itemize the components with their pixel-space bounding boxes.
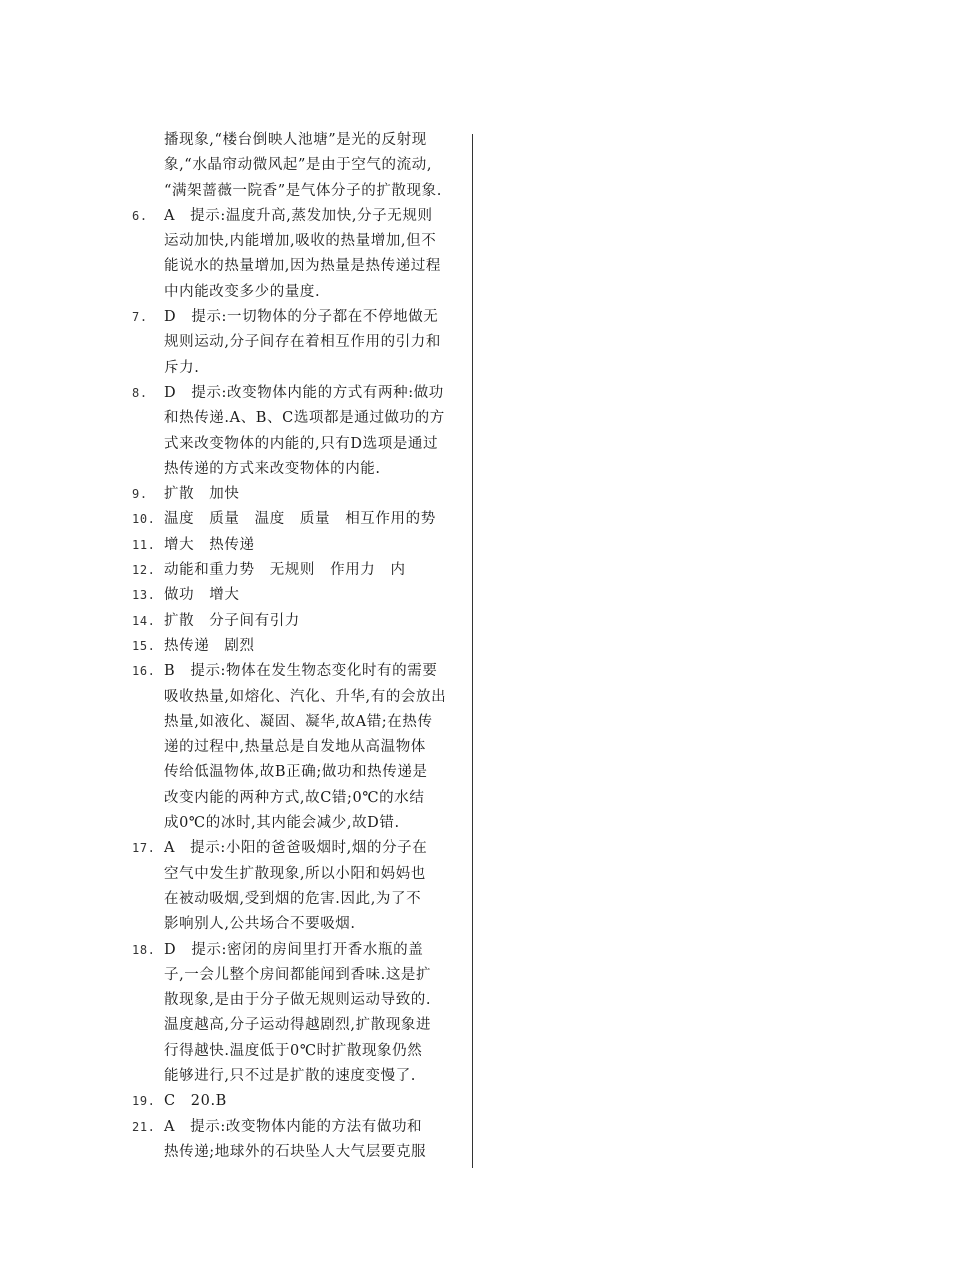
line-text: 行得越快.温度低于0℃时扩散现象仍然 <box>164 1042 423 1059</box>
line-text: 温度越高,分子运动得越剧烈,扩散现象进 <box>164 1017 432 1034</box>
line-text: 子,一会儿整个房间都能闻到香味.这是扩 <box>164 966 432 983</box>
answer-item-line <box>132 507 468 532</box>
item-number: 6. <box>132 208 148 223</box>
answer-continuation-line <box>132 862 468 887</box>
line-text: D 提示:一切物体的分子都在不停地做无 <box>164 309 439 326</box>
item-number: 9. <box>132 487 148 502</box>
answer-item-line <box>132 533 468 558</box>
answer-item-line <box>132 305 468 330</box>
line-text: 热传递;地球外的石块坠人大气层要克服 <box>164 1143 427 1160</box>
line-text: A 提示:小阳的爸爸吸烟时,烟的分子在 <box>164 840 428 857</box>
line-text: 热传递 剧烈 <box>164 637 255 654</box>
line-text: 传给低温物体,故B正确;做功和热传递是 <box>164 764 428 781</box>
answer-item-line <box>132 634 468 659</box>
answer-item-line <box>132 1089 468 1114</box>
line-text: “满架蔷薇一院香”是气体分子的扩散现象. <box>164 182 442 199</box>
answer-column <box>132 128 468 1165</box>
answer-continuation-line <box>132 457 468 482</box>
answer-continuation-line <box>132 153 468 178</box>
answer-continuation-line <box>132 760 468 785</box>
answer-continuation-line <box>132 786 468 811</box>
item-number: 8. <box>132 385 148 400</box>
line-text: 做功 增大 <box>164 587 240 604</box>
answer-continuation-line <box>132 229 468 254</box>
item-number: 13. <box>132 588 156 603</box>
answer-item-line <box>132 609 468 634</box>
line-text: 散现象,是由于分子做无规则运动导致的. <box>164 992 432 1009</box>
line-text: B 提示:物体在发生物态变化时有的需要 <box>164 663 438 680</box>
item-number: 18. <box>132 942 156 957</box>
answer-continuation-line <box>132 128 468 153</box>
answer-continuation-line <box>132 963 468 988</box>
line-text: 规则运动,分子间存在着相互作用的引力和 <box>164 334 442 351</box>
answer-continuation-line <box>132 330 468 355</box>
line-text: 在被动吸烟,受到烟的危害.因此,为了不 <box>164 890 422 907</box>
answer-continuation-line <box>132 432 468 457</box>
answer-continuation-line <box>132 887 468 912</box>
item-number: 19. <box>132 1094 156 1109</box>
line-text: D 提示:改变物体内能的方式有两种:做功 <box>164 384 444 401</box>
item-number: 14. <box>132 613 156 628</box>
line-text: 运动加快,内能增加,吸收的热量增加,但不 <box>164 233 437 250</box>
answer-continuation-line <box>132 280 468 305</box>
line-text: 吸收热量,如熔化、汽化、升华,有的会放出 <box>164 688 447 705</box>
line-text: C 20.B <box>164 1093 227 1110</box>
answer-item-line <box>132 482 468 507</box>
answer-continuation-line <box>132 1039 468 1064</box>
answer-continuation-line <box>132 912 468 937</box>
answer-continuation-line <box>132 356 468 381</box>
item-number: 16. <box>132 664 156 679</box>
answer-item-line <box>132 938 468 963</box>
column-divider <box>472 134 473 1168</box>
answer-continuation-line <box>132 1013 468 1038</box>
line-text: 能够进行,只不过是扩散的速度变慢了. <box>164 1067 417 1084</box>
answer-continuation-line <box>132 735 468 760</box>
line-text: 温度 质量 温度 质量 相互作用的势 <box>164 511 436 528</box>
answer-item-line <box>132 381 468 406</box>
answer-continuation-line <box>132 811 468 836</box>
item-number: 15. <box>132 638 156 653</box>
line-text: 影响别人,公共场合不要吸烟. <box>164 916 356 933</box>
line-text: 增大 热传递 <box>164 536 255 553</box>
line-text: 成0℃的冰时,其内能会减少,故D错. <box>164 815 400 832</box>
item-number: 12. <box>132 563 156 578</box>
line-text: 式来改变物体的内能的,只有D选项是通过 <box>164 435 439 452</box>
line-text: D 提示:密闭的房间里打开香水瓶的盖 <box>164 941 424 958</box>
answer-item-line <box>132 1115 468 1140</box>
answer-continuation-line <box>132 406 468 431</box>
line-text: 扩散 加快 <box>164 486 240 503</box>
item-number: 21. <box>132 1119 156 1134</box>
line-text: 播现象,“楼台倒映人池塘”是光的反射现 <box>164 132 427 148</box>
line-text: 热量,如液化、凝固、凝华,故A错;在热传 <box>164 713 433 730</box>
item-number: 7. <box>132 310 148 325</box>
line-text: 象,“水晶帘动微风起”是由于空气的流动, <box>164 157 433 174</box>
item-number: 11. <box>132 537 156 552</box>
item-number: 17. <box>132 841 156 856</box>
item-number: 10. <box>132 512 156 527</box>
line-text: 递的过程中,热量总是自发地从高温物体 <box>164 739 426 756</box>
line-text: 扩散 分子间有引力 <box>164 612 300 629</box>
answer-continuation-line <box>132 1064 468 1089</box>
line-text: A 提示:温度升高,蒸发加快,分子无规则 <box>164 207 433 224</box>
line-text: 改变内能的两种方式,故C错;0℃的水结 <box>164 789 425 806</box>
line-text: 中内能改变多少的量度. <box>164 283 321 300</box>
answer-item-line <box>132 836 468 861</box>
answer-continuation-line <box>132 179 468 204</box>
answer-item-line <box>132 204 468 229</box>
line-text: 斥力. <box>164 359 200 376</box>
answer-continuation-line <box>132 1140 468 1165</box>
line-text: 能说水的热量增加,因为热量是热传递过程 <box>164 258 442 275</box>
answer-continuation-line <box>132 710 468 735</box>
answer-continuation-line <box>132 254 468 279</box>
line-text: 热传递的方式来改变物体的内能. <box>164 460 381 477</box>
line-text: A 提示:改变物体内能的方法有做功和 <box>164 1118 423 1135</box>
answer-item-line <box>132 583 468 608</box>
answer-item-line <box>132 659 468 684</box>
answer-item-line <box>132 558 468 583</box>
line-text: 和热传递.A、B、C选项都是通过做功的方 <box>164 410 445 427</box>
answer-continuation-line <box>132 988 468 1013</box>
line-text: 空气中发生扩散现象,所以小阳和妈妈也 <box>164 865 426 882</box>
line-text: 动能和重力势 无规则 作用力 内 <box>164 562 406 579</box>
answer-continuation-line <box>132 685 468 710</box>
